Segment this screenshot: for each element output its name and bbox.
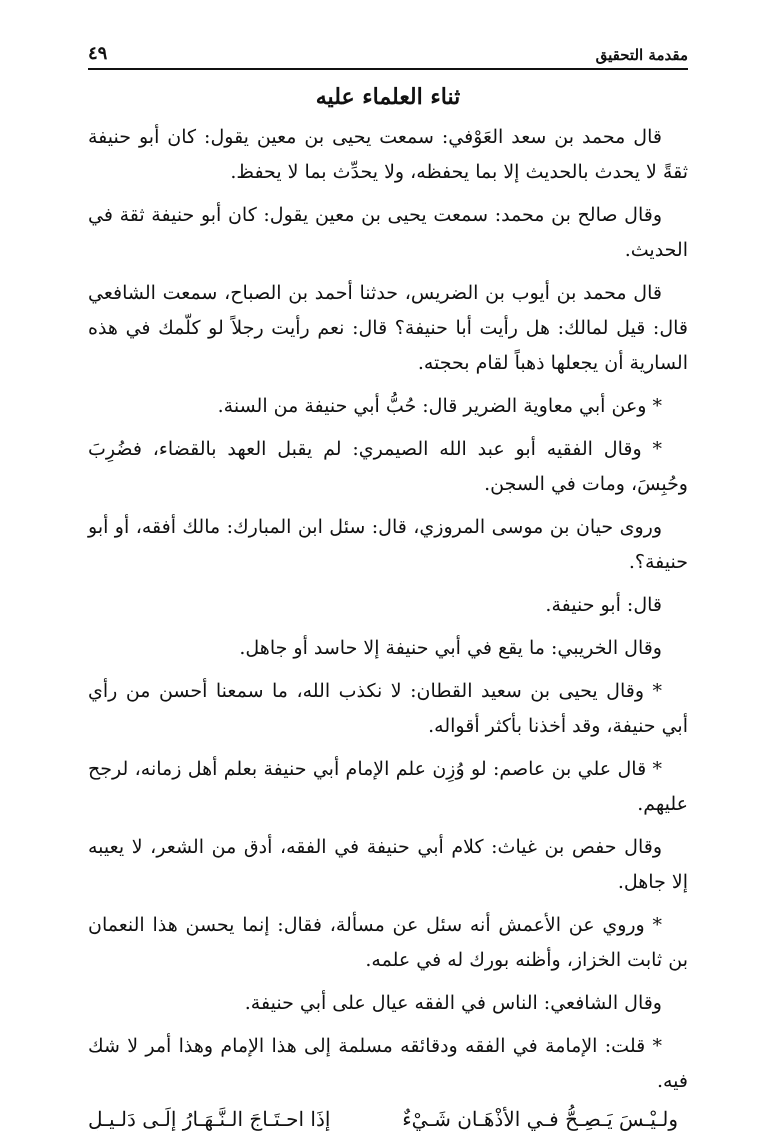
paragraph: قال: أبو حنيفة. xyxy=(545,594,662,616)
paragraph: * وروي عن الأعمش أنه سئل عن مسألة، فقال: إنما يحسن هذا النعمان بن ثابت الخزاز، وأظنه بورك له في علمه. xyxy=(88,914,688,971)
poem-first-hemistich: ولـيْـسَ يَـصِـحُّ فـي الأذْهَـانِ شَـيْءٌ xyxy=(402,1107,678,1131)
paragraph: * وقال الفقيه أبو عبد الله الصيمري: لم يقبل العهد بالقضاء، فضُرِبَ وحُبِسَ، ومات في السجن. xyxy=(88,438,688,495)
poem-second-hemistich: إذَا احـتَـاجَ الـنَّـهَـارُ إلَـى دَلـيـلِ xyxy=(88,1107,331,1131)
paragraph: وروى حيان بن موسى المروزي، قال: سئل ابن المبارك: مالك أفقه، أو أبو حنيفة؟. xyxy=(88,516,688,573)
paragraph: قال محمد بن سعد العَوْفي: سمعت يحيى بن معين يقول: كان أبو حنيفة ثقةً لا يحدث بالحديث إلا بما يحفظه، ولا يحدِّث بما لا يحفظ. xyxy=(88,126,688,183)
page-number: ٤٩ xyxy=(88,43,108,64)
paragraph: وقال الخريبي: ما يقع في أبي حنيفة إلا حاسد أو جاهل. xyxy=(239,637,662,659)
paragraph: * قال علي بن عاصم: لو وُزِن علم الإمام أبي حنيفة بعلم أهل زمانه، لرجح عليهم. xyxy=(88,758,688,815)
paragraph: * قلت: الإمامة في الفقه ودقائقه مسلمة إلى هذا الإمام وهذا أمر لا شك فيه. xyxy=(88,1035,688,1092)
section-title: ثناء العلماء عليه xyxy=(315,84,461,110)
paragraph: وقال صالح بن محمد: سمعت يحيى بن معين يقول: كان أبو حنيفة ثقة في الحديث. xyxy=(88,204,688,261)
body-text xyxy=(88,120,688,1099)
poem-verse xyxy=(88,1107,688,1131)
paragraph: وقال الشافعي: الناس في الفقه عيال على أبي حنيفة. xyxy=(244,992,662,1014)
page-header xyxy=(88,36,688,70)
running-header-title: مقدمة التحقيق xyxy=(595,46,688,64)
paragraph: * وعن أبي معاوية الضرير قال: حُبُّ أبي حنيفة من السنة. xyxy=(217,395,662,417)
paragraph: قال محمد بن أيوب بن الضريس، حدثنا أحمد بن الصباح، سمعت الشافعي قال: قيل لمالك: هل رأيت أبا حنيفة؟ قال: نعم رأيت رجلاً لو كلّمك في هذه السارية أن يجعلها ذهباً لقام بحجته. xyxy=(88,282,688,374)
paragraph: * وقال يحيى بن سعيد القطان: لا نكذب الله، ما سمعنا أحسن من رأي أبي حنيفة، وقد أخذنا بأكثر أقواله. xyxy=(88,680,688,737)
paragraph: وقال حفص بن غياث: كلام أبي حنيفة في الفقه، أدق من الشعر، لا يعيبه إلا جاهل. xyxy=(88,836,688,893)
